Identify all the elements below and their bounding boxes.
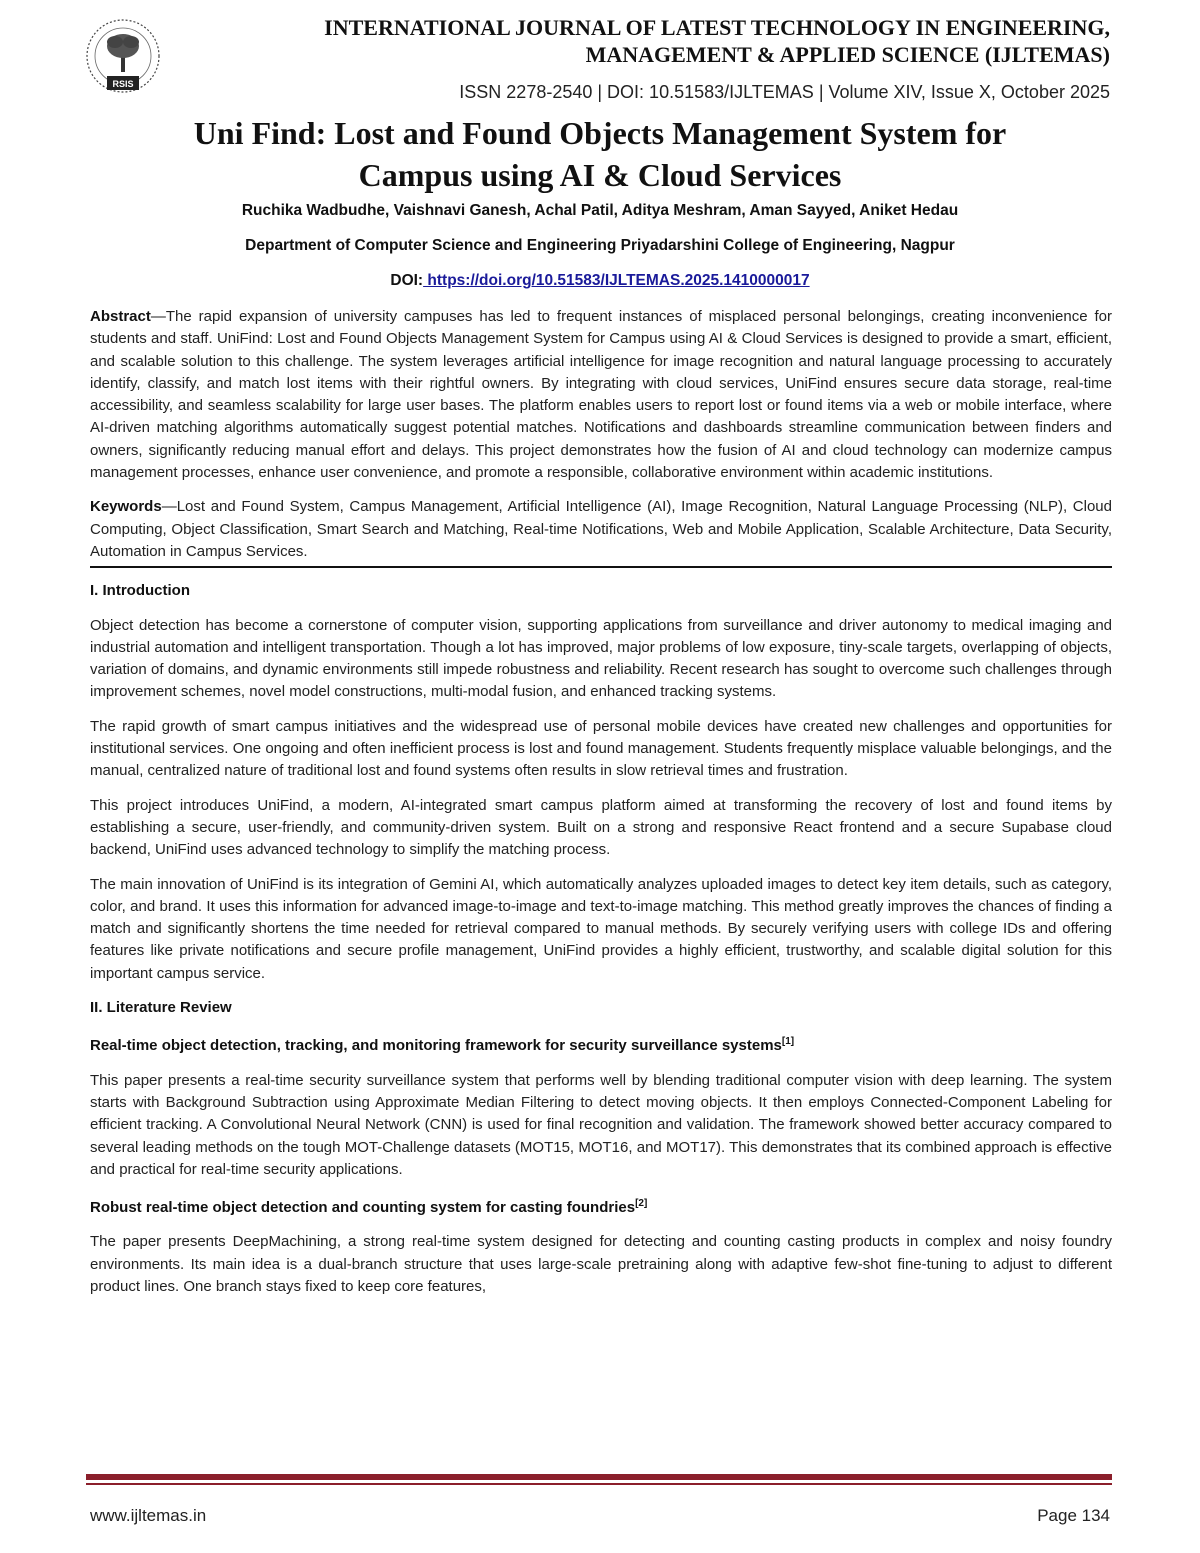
intro-paragraph-3: This project introduces UniFind, a modern, AI-integrated smart campus platform aimed at transforming the recovery of lost and found items by establishing a secure, user-friendly, and community-driven system. Built on a strong and responsive React frontend and a secure Supabase cloud backend, UniFind uses advanced technology to simplify the matching process. — [90, 796, 1112, 859]
doi-line — [90, 272, 1110, 290]
literature-sub2-text: The paper presents DeepMachining, a strong real-time system designed for detecting and counting casting products in complex and noisy foundry environments. Its main idea is a dual-branch structure that uses large-scale pretraining along with adaptive few-shot fine-tuning to adjust to different product lines. One branch stays fixed to keep core features, — [90, 1233, 1112, 1295]
journal-title-line1: INTERNATIONAL JOURNAL OF LATEST TECHNOLOGY IN ENGINEERING, — [324, 15, 1110, 40]
paper-title-line2: Campus using AI & Cloud Services — [358, 157, 842, 193]
paper-title-line1: Uni Find: Lost and Found Objects Management System for — [193, 115, 1007, 151]
abstract-label: Abstract — [90, 308, 151, 325]
intro-paragraph-1: Object detection has become a cornerstone of computer vision, supporting applications from surveillance and driver autonomy to medical imaging and industrial automation and intelligent transportation. Though a lot has improved, major problems of low exposure, tiny-scale targets, overlapping of objects, variation of domains, and dynamic environments still impede robustness and reliability. Recent research has sought to overcome such challenges through improvement schemes, novel model constructions, multi-modal fusion, and enhanced tracking systems. — [90, 616, 1112, 701]
literature-sub2-title: Robust real-time object detection and counting system for casting foundries — [90, 1199, 636, 1217]
issn-line: ISSN 2278-2540 | DOI: 10.51583/IJLTEMAS | Volume XIV, Issue X, October 2025 — [459, 82, 1110, 102]
literature-sub2-ref: [2] — [635, 1198, 648, 1210]
rsis-logo — [80, 16, 166, 102]
paper-body — [90, 306, 1112, 1310]
journal-title-line2: MANAGEMENT & APPLIED SCIENCE (IJLTEMAS) — [585, 42, 1110, 67]
footer-rule-thin — [86, 1483, 1112, 1485]
literature-sub1-text: This paper presents a real-time security surveillance system that performs well by blending traditional computer vision with deep learning. The system starts with Background Subtraction using Approximate Median Filtering to detect moving objects. It then employs Connected-Component Labeling for efficient tracking. A Convolutional Neural Network (CNN) is used for final recognition and validation. The framework showed better accuracy compared to several leading methods on the tough MOT-Challenge datasets (MOT15, MOT16, and MOT17). This demonstrates that its combined approach is effective and practical for real-time security applications. — [90, 1071, 1112, 1178]
page-number: Page 134 — [1037, 1506, 1110, 1525]
intro-paragraph-2: The rapid growth of smart campus initiatives and the widespread use of personal mobile devices have created new challenges and opportunities for institutional services. One ongoing and often inefficient process is lost and found management. Students frequently misplace valuable belongings, and the manual, centralized nature of traditional lost and found systems often results in slow retrieval times and frustration. — [90, 717, 1112, 780]
logo-text: RSIS — [112, 79, 134, 89]
intro-paragraph-4: The main innovation of UniFind is its integration of Gemini AI, which automatically analyzes uploaded images to detect key item details, such as category, color, and brand. It uses this information for advanced image-to-image and text-to-image matching. This method greatly improves the chances of finding a match and significantly shortens the time needed for retrieval compared to manual methods. By securely verifying users with college IDs and offering features like private notifications and secure profile management, UniFind provides a highly efficient, trustworthy, and scalable digital solution for this important campus service. — [90, 875, 1112, 982]
literature-sub1-heading — [90, 1031, 1112, 1057]
doi-link[interactable]: https://doi.org/10.51583/IJLTEMAS.2025.1410000017 — [423, 272, 810, 289]
section-divider — [90, 566, 1112, 568]
abstract-text: —The rapid expansion of university campuses has led to frequent instances of misplaced personal belongings, creating inconvenience for students and staff. UniFind: Lost and Found Objects Management System for Campus using AI & Cloud Services is designed to provide a smart, efficient, and scalable solution to this challenge. The system leverages artificial intelligence for image recognition and natural language processing to accurately identify, classify, and match lost items with their rightful owners. By integrating with cloud services, UniFind ensures secure data storage, real-time accessibility, and seamless scalability for large user bases. The platform enables users to report lost or found items via a web or mobile interface, where AI-driven matching algorithms automatically suggest potential matches. Notifications and dashboards streamline communication between finders and owners, significantly reducing manual effort and delays. This project demonstrates how the fusion of AI and cloud technology can modernize campus management processes, enhance user convenience, and promote a responsible, collaborative environment within academic institutions. — [90, 308, 1112, 482]
literature-sub1-title: Real-time object detection, tracking, and monitoring framework for security surveillance systems — [90, 1037, 782, 1055]
paper-title — [90, 112, 1110, 196]
literature-heading: II. Literature Review — [90, 999, 232, 1017]
keywords — [90, 496, 1112, 563]
keywords-label: Keywords — [90, 498, 162, 516]
authors: Ruchika Wadbudhe, Vaishnavi Ganesh, Achal Patil, Aditya Meshram, Aman Sayyed, Aniket Hedau — [241, 202, 959, 219]
literature-sub1-ref: [1] — [781, 1036, 795, 1048]
footer-url[interactable]: www.ijltemas.in — [90, 1506, 207, 1525]
doi-label: DOI: — [390, 272, 424, 289]
literature-sub2-heading — [90, 1193, 1112, 1219]
journal-title — [210, 14, 1110, 68]
abstract — [90, 306, 1112, 484]
footer-rule — [86, 1474, 1112, 1480]
keywords-text: —Lost and Found System, Campus Management, Artificial Intelligence (AI), Image Recognition, Natural Language Processing (NLP), Cloud Computing, Object Classification, Smart Search and Matching, Real-time Notifications, Web and Mobile Application, Scalable Architecture, Data Security, Automation in Campus Services. — [90, 498, 1112, 560]
department: Department of Computer Science and Engineering Priyadarshini College of Engineering, Nagpur — [245, 237, 955, 254]
introduction-heading: I. Introduction — [90, 582, 190, 600]
